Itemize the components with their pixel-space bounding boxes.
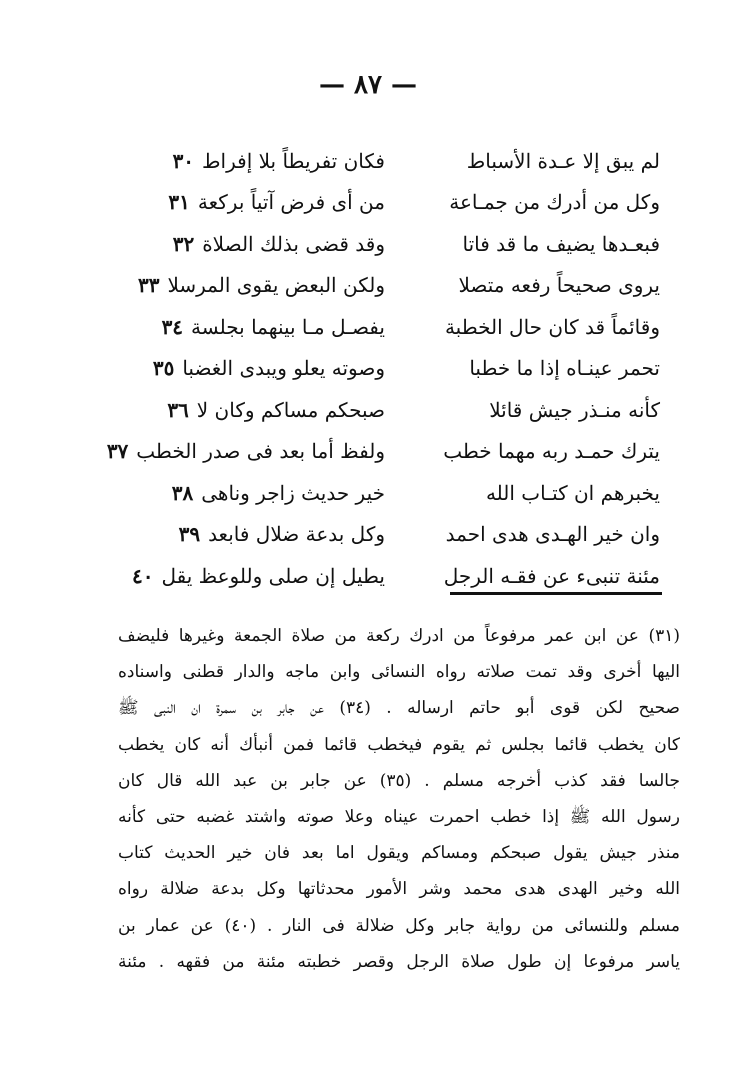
- verse-first-hemistich: يترك حمـد ربه مهما خطب: [443, 439, 660, 464]
- verse-text: يطيل إن صلى وللوعظ يقل: [161, 563, 385, 588]
- verse-text: من أى فرض آتياً بركعة: [197, 190, 385, 215]
- footnote-line: اليها أخرى وقد تمت صلاته رواه النسائى وابن ماجه والدار قطنى واسناده: [118, 662, 680, 683]
- verse-line: [120, 223, 660, 265]
- verse-line: [120, 514, 660, 556]
- verse-line: [120, 306, 660, 348]
- footnote-separator-rule: [450, 592, 662, 595]
- verse-number: ٣٢: [172, 231, 195, 256]
- verse-line: [120, 140, 660, 182]
- verse-first-hemistich: لم يبق إلا عـدة الأسباط: [466, 148, 660, 173]
- footnote-line: مسلم وللنسائى من رواية جابر وكل ضلالة فى النار . (٤٠) عن عمار بن: [118, 915, 680, 936]
- verse-text: وقد قضى بذلك الصلاة: [202, 231, 385, 256]
- verse-text: فكان تفريطاً بلا إفراط: [202, 148, 385, 173]
- verse-line: [120, 472, 660, 514]
- verse-second-hemistich: [131, 563, 385, 588]
- footnotes: [118, 618, 680, 980]
- verse-second-hemistich: [145, 149, 385, 173]
- verse-line: [120, 182, 660, 224]
- verse-text: يفصـل مـا بينهما بجلسة: [191, 314, 385, 339]
- verse-first-hemistich: وان خير الهـدى هدى احمد: [445, 522, 660, 547]
- verse-number: ٣١: [168, 190, 190, 215]
- verse-first-hemistich: فبعـدها يضيف ما قد فاتا: [462, 231, 660, 256]
- footnote-line: رسول الله ﷺ إذا خطب احمرت عيناه وعلا صوته واشتد غضبه حتى كأنه: [118, 806, 680, 827]
- verse-number: ٣٠: [172, 148, 195, 173]
- verse-text: وصوته يعلو ويبدى الغضبا: [182, 356, 385, 381]
- page-number: — ٨٧ —: [318, 70, 418, 100]
- verse-second-hemistich: [137, 273, 385, 298]
- verse-line: [120, 555, 660, 597]
- poem-verses: [106, 140, 660, 597]
- verse-line: [120, 389, 660, 431]
- verse-line: [120, 348, 660, 390]
- verse-number: ٣٣: [137, 273, 160, 298]
- verse-first-hemistich: يخبرهم ان كتـاب الله: [485, 480, 660, 505]
- verse-number: ٣٥: [152, 356, 175, 381]
- verse-number: ٣٦: [167, 397, 189, 422]
- verse-number: ٣٤: [161, 314, 184, 339]
- verse-text: خير حديث زاجر وناهى: [201, 480, 385, 505]
- verse-first-hemistich: مئنة تنبىء عن فقـه الرجل: [443, 563, 660, 588]
- verse-second-hemistich: [145, 356, 385, 380]
- verse-number: ٣٧: [106, 439, 129, 464]
- verse-second-hemistich: [145, 481, 385, 505]
- verse-text: وكل بدعة ضلال فابعد: [208, 522, 385, 547]
- verse-first-hemistich: كأنه منـذر جيش قائلا: [489, 397, 660, 422]
- verse-number: ٣٩: [178, 522, 201, 547]
- verse-second-hemistich: [106, 439, 385, 464]
- footnote-line: (٣١) عن ابن عمر مرفوعاً من ادرك ركعة من صلاة الجمعة وغيرها فليضف: [118, 626, 680, 646]
- verse-second-hemistich: [145, 398, 385, 422]
- footnote-line: كان يخطب قائما بجلس ثم يقوم فيخطب قائما فمن أنبأك أنه كان يخطب: [118, 734, 680, 755]
- verse-number: ٤٠: [131, 563, 154, 588]
- verse-text: ولكن البعض يقوى المرسلا: [167, 273, 385, 298]
- verse-second-hemistich: [145, 315, 385, 339]
- verse-first-hemistich: تحمر عينـاه إذا ما خطبا: [469, 356, 660, 381]
- verse-text: صبحكم مساكم وكان لا: [196, 397, 385, 422]
- footnote-line: صحيح لكن قوى أبو حاتم ارساله . (٣٤) عن جابر بن سمرة ان النبى ﷺ: [118, 698, 680, 719]
- footnote-line: منذر جيش يقول صبحكم ومساكم ويقول اما بعد فان خير الحديث كتاب: [118, 843, 680, 864]
- verse-number: ٣٨: [171, 480, 194, 505]
- verse-second-hemistich: [145, 232, 385, 256]
- verse-line: [106, 431, 660, 473]
- verse-second-hemistich: [145, 190, 385, 214]
- verse-second-hemistich: [145, 522, 385, 546]
- footnote-line: جالسا فقد كذب أخرجه مسلم . (٣٥) عن جابر بن عبد الله قال كان: [118, 770, 680, 791]
- verse-first-hemistich: وكل من أدرك من جمـاعة: [449, 190, 660, 215]
- footnote-line: ياسر مرفوعا إن طول صلاة الرجل وقصر خطبته مئنة من فقهه . مئنة: [118, 951, 680, 972]
- verse-first-hemistich: يروى صحيحاً رفعه متصلا: [458, 273, 660, 298]
- footnote-line: الله وخير الهدى هدى محمد وشر الأمور محدثاتها وكل بدعة ضلالة رواه: [118, 879, 680, 900]
- verse-line: [120, 265, 660, 307]
- verse-text: ولفظ أما بعد فى صدر الخطب: [136, 439, 385, 464]
- verse-first-hemistich: وقائماً قد كان حال الخطبة: [444, 314, 660, 339]
